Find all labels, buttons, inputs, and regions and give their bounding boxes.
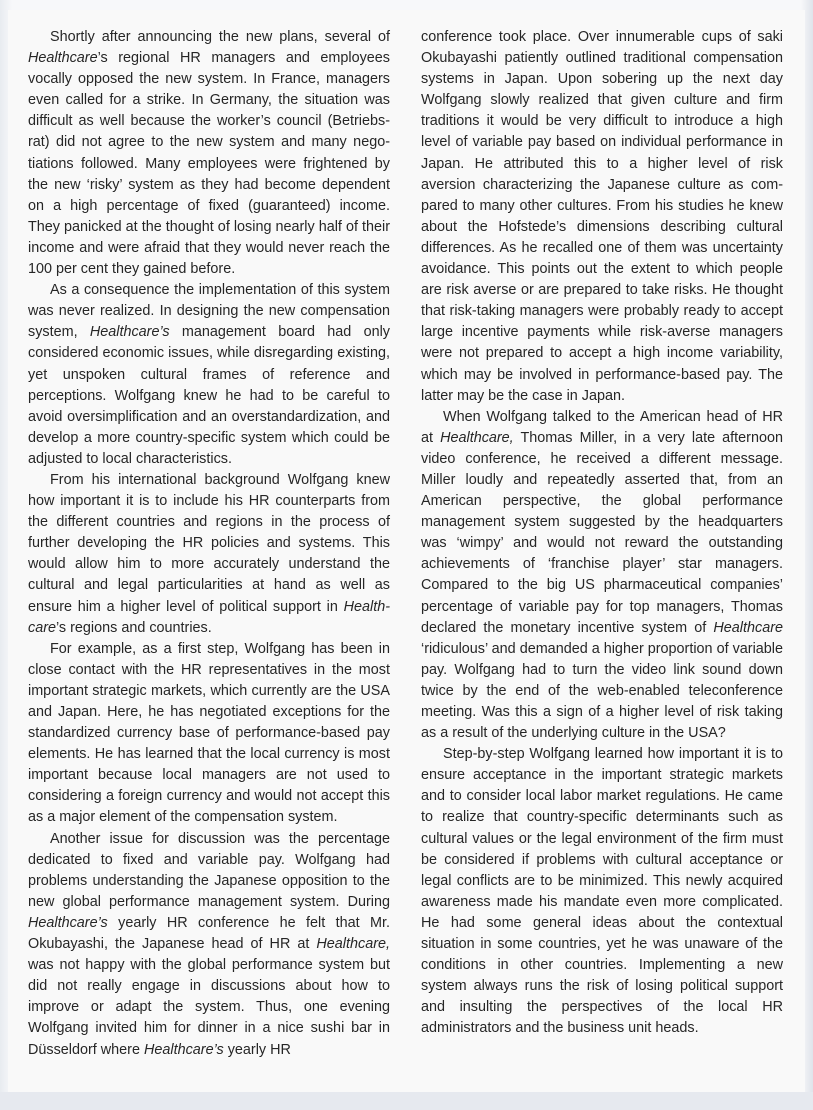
italic-text-run: Healthcare’s [143,1041,224,1058]
italic-text-run: Healthcare’s [89,324,170,341]
text-column-right [421,27,783,1040]
text-run: conference took place. Over innumerable cups of saki Okubayashi patiently outlined traditional compensation systems in Japan. Upon sobering up the next day Wolfgang slowly realized that given culture and firm traditions it would be very difficult to introduce a high level of variable pay based on individual performance in Japan. He attributed this to a higher level of risk aversion characterizing the Japanese culture as compared to many other cultures. From his studies he knew about the Hofstede’s dimensions describing cultural differences. As he recalled one of them was uncertainty avoidance. This points out the extent to which people are risk averse or are prepared to take risks. He thought that risk-taking managers were probably ready to accept large incentive payments while risk-averse managers were not prepared to accept a high income variability, which may be involved in performance-based pay. The latter may be the case in Japan. [421,29,783,404]
text-run: Shortly after announcing the new plans, several of [50,29,390,45]
text-run: From his international background Wolfgang knew how important it is to include his HR counterparts from the different countries and regions in the process of further developing the HR policies and systems. This would allow him to more accurately understand the cultural and legal particularities at hand as well as ensure him a higher level of political support in [28,471,390,615]
paragraph [421,27,783,407]
italic-text-run: Healthcare [28,50,98,67]
text-column-left [28,27,390,1061]
paragraph [421,407,783,745]
text-run: Thomas Miller, in a very late afternoon video conference, he received a different message. Miller loudly and repeatedly asserted that, from an American perspective, the global performance management system suggested by the headquarters was ‘wimpy’ and would not reward the outstanding achievements of ‘franchise player’ star managers. Compared to the big US pharmaceutical companies’ percentage of variable pay for top managers, Thomas declared the monetary incentive system of [421,429,783,636]
italic-text-run: Healthcare [713,619,783,636]
text-run: For example, as a first step, Wolfgang has been in close contact with the HR representatives in the most important strategic markets, which currently are the USA and Japan. Here, he has negotiated exceptions for the standardized currency base of performance-based pay elements. He has learned that the local currency is most important because local managers are not used to considering a foreign currency and would not accept this as a major element of the compensation system. [28,640,390,826]
text-run: As a consequence the implementation of this system was never realized. In designing the new compensation system, [28,282,390,341]
document-page [8,10,805,1092]
italic-text-run: Healthcare, [316,936,390,953]
paragraph [28,829,390,1061]
text-run: was not happy with the global performance system but did not really engage in discussions about how to improve or adapt the system. Thus, one evening Wolfgang invited him for dinner in a nice sushi bar in Düsseldorf where [28,957,390,1058]
italic-text-run: Healthcare’s [28,914,108,931]
text-run: Step-by-step Wolfgang learned how important it is to ensure acceptance in the important strategic markets and to consider local labor market regulations. He came to realize that country-specific determinants such as cultural values or the legal environment of the firm must be considered if problems with cultural acceptance or legal conflicts are to be minimized. This newly acquired awareness made his mandate even more complicated. He had some general ideas about the contextual situation in some countries, yet he was unaware of the conditions in other countries. Implementing a new system always runs the risk of losing political support and insulting the perspectives of the local HR administrators and the business unit heads. [421,746,783,1037]
text-run: yearly HR conference he felt that Mr. Okubayashi, the Japanese head of HR at [28,914,390,953]
text-run: yearly HR [223,1041,291,1058]
text-run: ’s regions and countries. [56,619,212,636]
text-run: ‘ridiculous’ and demanded a higher proportion of variable pay. Wolfgang had to turn the video link sound down twice by the end of the web-enabled teleconference meeting. Was this a sign of a higher level of risk taking as a result of the underlying culture in the USA? [421,640,783,742]
paragraph [28,280,390,470]
text-run: management board had only considered economic issues, while disregarding existing, yet unspoken cultural frames of reference and perceptions. Wolfgang knew he had to be careful to avoid oversimplification and an overstandardization, and develop a more country-specific system which could be adjusted to local characteristics. [28,324,390,467]
paragraph [421,744,783,1039]
paragraph [28,470,390,639]
paragraph [28,27,390,280]
text-run: When Wolfgang talked to the American head of HR at [421,408,783,446]
italic-text-run: Healthcare [28,598,390,636]
paragraph [28,639,390,829]
page-bottom-edge [0,1092,813,1110]
italic-text-run: Healthcare, [440,429,514,446]
text-run: Another issue for discussion was the percentage dedicated to fixed and variable pay. Wolfgang had problems understanding the Japanese opposition to the new global performance management system. During [28,830,390,910]
text-run: ’s regional HR managers and employees vocally opposed the new system. In France, managers even called for a strike. In Germany, the situation was difficult as well because the worker’s council (Betriebsrat) did not agree to the new system and many negotiations followed. Many employees were frightened by the new ‘risky’ system as they had become dependent on a high percentage of fixed (guaranteed) income. They panicked at the thought of losing nearly half of their income and were afraid that they would never reach the 100 per cent they gained before. [28,50,390,278]
